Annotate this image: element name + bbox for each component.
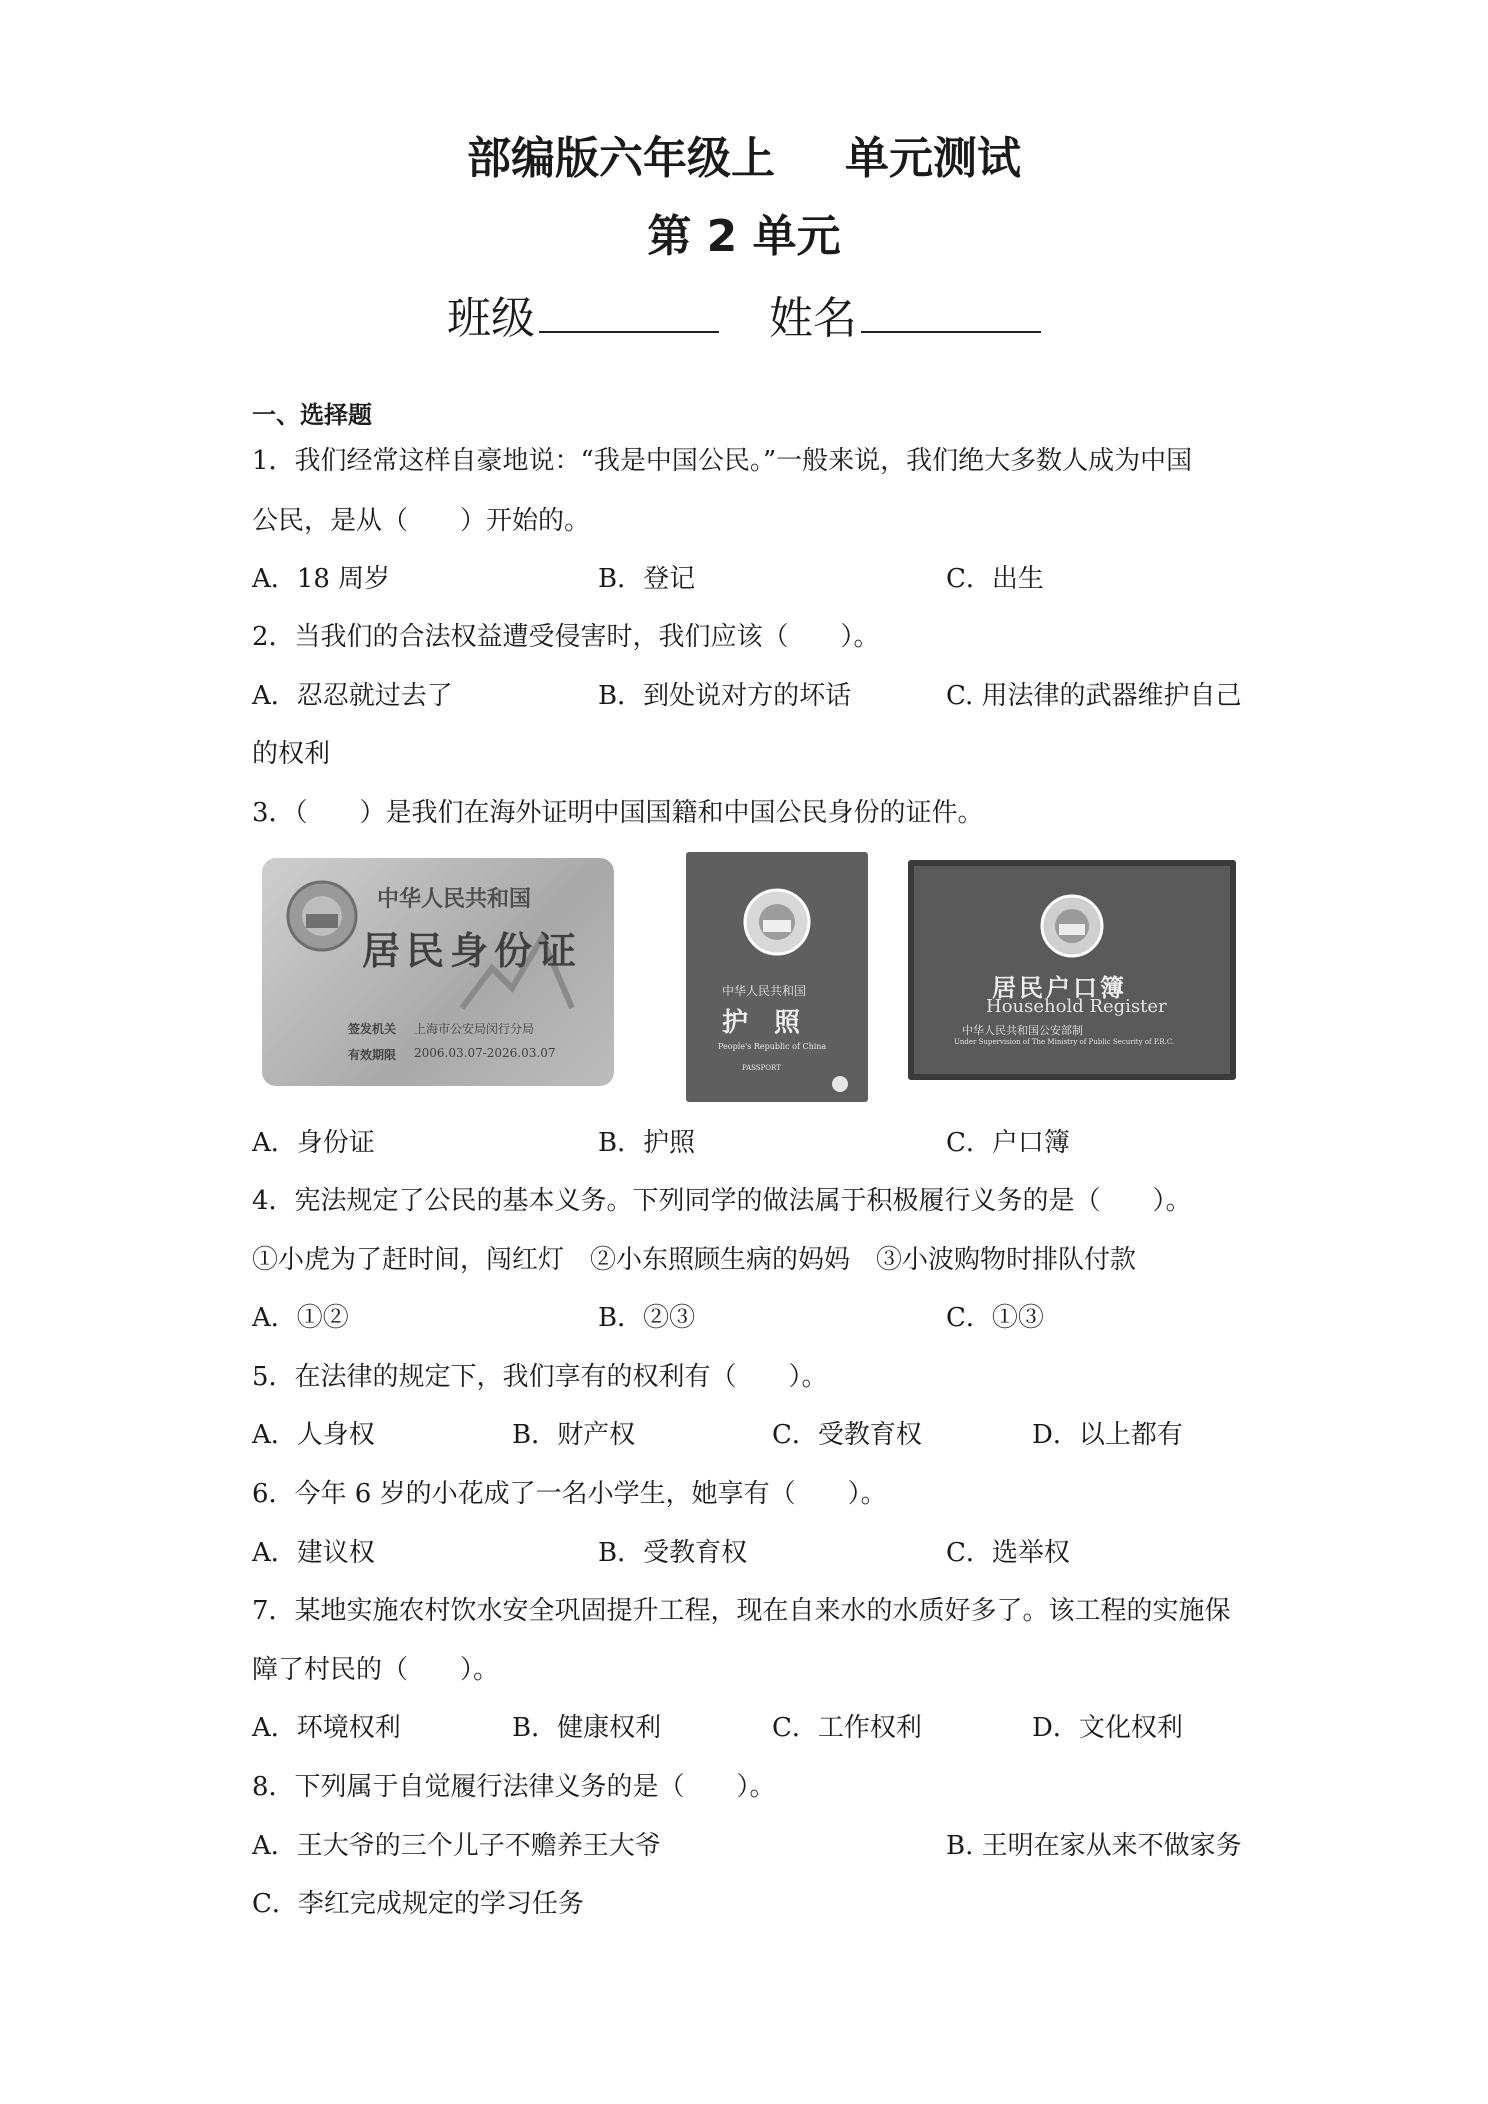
household-line3: 中华人民共和国公安部制 [962,1024,1083,1037]
q8-option-c[interactable]: C．李红完成规定的学习任务 [252,1889,584,1919]
id-card-line2: 居民身份证 [362,928,583,973]
q7-option-c[interactable]: C．工作权利 [772,1713,922,1743]
q5-option-c[interactable]: C．受教育权 [772,1420,922,1450]
household-line1: 居民户口簿 [992,973,1127,1002]
section-heading: 一、选择题 [252,401,372,429]
q7-stem-line2: 障了村民的（ ）。 [252,1655,500,1685]
title-right: 单元测试 [845,133,1021,184]
q2-stem: 2．当我们的合法权益遭受侵害时，我们应该（ ）。 [252,622,880,652]
passport-line4: PASSPORT [742,1064,781,1072]
class-label: 班级 [447,293,535,344]
passport-line2: 护 照 [722,1008,801,1038]
q4-option-b[interactable]: B．②③ [598,1303,696,1333]
q5-stem: 5．在法律的规定下，我们享有的权利有（ ）。 [252,1362,828,1392]
id-card-line1: 中华人民共和国 [377,886,532,912]
id-card-image [262,858,614,1086]
q2-option-a[interactable]: A．忍忍就过去了 [252,681,453,711]
q1-option-b[interactable]: B．登记 [598,564,696,594]
page-title [0,122,1488,186]
q8-stem: 8．下列属于自觉履行法律义务的是（ ）。 [252,1772,776,1802]
class-blank[interactable] [539,287,719,333]
q8-option-a[interactable]: A．王大爷的三个儿子不赡养王大爷 [252,1831,661,1861]
q1-stem-line1: 1．我们经常这样自豪地说：“我是中国公民。”一般来说，我们绝大多数人成为中国 [252,446,1193,476]
name-blank[interactable] [861,287,1041,333]
q6-stem: 6．今年 6 岁的小花成了一名小学生，她享有（ ）。 [252,1479,887,1509]
household-line2: Household Register [986,996,1167,1017]
q6-option-a[interactable]: A．建议权 [252,1538,375,1568]
passport-image [686,852,868,1102]
title-left: 部编版六年级上 [467,133,775,184]
q6-option-b[interactable]: B．受教育权 [598,1538,748,1568]
id-card-issuer: 上海市公安局闵行分局 [414,1022,535,1036]
q4-option-a[interactable]: A．①② [252,1303,349,1333]
id-card-validity-label: 有效期限 [348,1048,397,1062]
q7-option-b[interactable]: B．健康权利 [512,1713,662,1743]
household-line4: Under Supervision of The Ministry of Public Security of P.R.C. [954,1038,1175,1046]
q5-option-b[interactable]: B．财产权 [512,1420,636,1450]
q3-option-c[interactable]: C．户口簿 [946,1128,1070,1158]
q1-stem-line2: 公民，是从（ ）开始的。 [252,506,591,536]
unit-title: 第 2 单元 [647,211,841,262]
q3-option-a[interactable]: A．身份证 [252,1128,375,1158]
passport-line3: People's Republic of China [718,1042,827,1051]
q3-stem: 3．（ ）是我们在海外证明中国国籍和中国公民身份的证件。 [252,798,984,828]
id-card-issuer-label: 签发机关 [348,1022,397,1036]
q5-option-a[interactable]: A．人身权 [252,1420,375,1450]
q1-option-a[interactable]: A．18 周岁 [252,564,391,594]
q2-option-c[interactable]: C. 用法律的武器维护自己 [946,681,1242,711]
q7-option-d[interactable]: D．文化权利 [1032,1713,1183,1743]
q2-option-b[interactable]: B．到处说对方的坏话 [598,681,852,711]
household-register-image [908,860,1236,1080]
q4-stem-line1: 4．宪法规定了公民的基本义务。下列同学的做法属于积极履行义务的是（ ）。 [252,1186,1192,1216]
q6-option-c[interactable]: C．选举权 [946,1538,1070,1568]
q8-option-b[interactable]: B. 王明在家从来不做家务 [946,1831,1242,1861]
q7-stem-line1: 7．某地实施农村饮水安全巩固提升工程，现在自来水的水质好多了。该工程的实施保 [252,1596,1231,1626]
student-info-line [0,282,1488,346]
q5-option-d[interactable]: D．以上都有 [1032,1420,1183,1450]
q1-option-c[interactable]: C．出生 [946,564,1044,594]
passport-line1: 中华人民共和国 [722,984,807,998]
q3-option-b[interactable]: B．护照 [598,1128,696,1158]
q4-stem-line2: ①小虎为了赶时间，闯红灯 ②小东照顾生病的妈妈 ③小波购物时排队付款 [252,1245,1137,1275]
q4-option-c[interactable]: C．①③ [946,1303,1044,1333]
name-label: 姓名 [769,293,857,344]
q7-option-a[interactable]: A．环境权利 [252,1713,401,1743]
id-card-validity: 2006.03.07-2026.03.07 [414,1046,556,1060]
q2-option-c-continuation: 的权利 [252,739,331,769]
